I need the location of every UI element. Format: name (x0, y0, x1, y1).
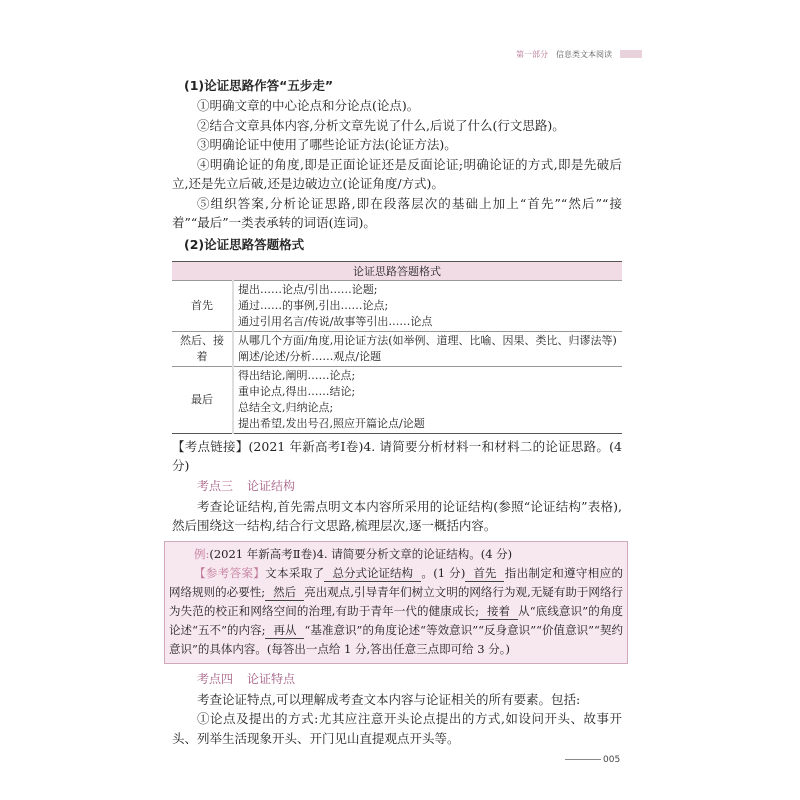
example-label: 例: (194, 546, 210, 561)
step-item: ⑤组织答案,分析论证思路,即在段落层次的基础上加上“首先”“然后”“接着”“最后”一类表承转的词语(连词)。 (172, 195, 622, 230)
table-header: 论证思路答题格式 (172, 261, 622, 280)
steps-list (172, 96, 622, 233)
row-content (233, 331, 622, 366)
page-number: 005 (603, 755, 621, 765)
k4-title: 论证特点 (247, 671, 296, 686)
table-row (172, 331, 622, 366)
answer-blank: 接着 (479, 604, 518, 620)
answer-text: 指出制定和遵守相应的网络规则的必要性; (169, 565, 624, 599)
content (169, 0, 624, 748)
section-heading-k3 (197, 476, 622, 497)
answer-blank: 总分式论证结构 (324, 566, 421, 582)
answer-blank: 然后 (265, 585, 304, 601)
section-label: 信息类文本阅读 (556, 50, 612, 59)
k4-paragraph: ①论点及提出的方式:尤其应注意开头论点提出的方式,如设问开头、故事开头、列举生活现象开头、开门见山直提观点开头等。 (172, 711, 622, 746)
row-content (233, 366, 622, 433)
k3-title: 论证结构 (247, 478, 296, 493)
example-box (164, 541, 628, 664)
row-line: 得出结论,阐明……论点; (238, 368, 356, 382)
step-item: ②结合文章具体内容,分析文章先说了什么,后说了什么(行文思路)。 (197, 117, 565, 133)
k3-label: 考点三 (197, 478, 234, 493)
row-content (233, 280, 622, 331)
answer-text: 文本采取了 (265, 565, 325, 580)
row-key: 然后、接着 (172, 331, 233, 366)
step-item: ④明确论证的角度,即是正面论证还是反面论证;明确论证的方式,即是先破后立,还是先立后破,还是边破边立(论证角度/方式)。 (172, 156, 622, 191)
footer-rule (565, 759, 601, 760)
row-line: 提出……论点/引出……论题; (238, 282, 378, 296)
row-key: 最后 (172, 366, 233, 433)
page-footer (565, 754, 800, 786)
row-line: 通过引用名言/传说/故事等引出……论点 (238, 314, 433, 328)
step-item: ①明确文章的中心论点和分论点(论点)。 (197, 98, 420, 113)
exam-link: 【考点链接】(2021 年新高考Ⅰ卷)4. 请简要分析材料一和材料二的论证思路。(4 分) (172, 438, 622, 473)
answer-text: 从“底线意识”的角度论述“五不”的内容; (169, 603, 623, 637)
format-table (172, 261, 622, 434)
answer-text: 。(1 分) (420, 565, 466, 580)
row-key: 首先 (172, 280, 233, 331)
k4-paragraph: 考查论证特点,可以理解成考查文本内容与论证相关的所有要素。包括: (197, 691, 581, 707)
example-answer (169, 564, 623, 659)
section-heading-k4 (197, 669, 622, 690)
k4-label: 考点四 (197, 671, 234, 686)
heading-1: (1)论证思路作答“五步走” (184, 78, 334, 93)
answer-label: 【参考答案】 (194, 565, 266, 580)
table-row (172, 280, 622, 331)
header-bar (620, 50, 642, 58)
k3-paragraph: 考查论证结构,首先需点明文本内容所采用的论证结构(参照“论证结构”表格),然后围绕这一结构,结合行文思路,梳理层次,逐一概括内容。 (172, 498, 622, 533)
row-line: 总结全文,归纳论点; (238, 400, 334, 414)
answer-text: 亮出观点,引导青年们树立文明的网络行为观,无疑有助于网络行为失范的校正和网络空间的治理,有助于青年一代的健康成长; (169, 584, 624, 618)
row-line: 从哪几个方面/角度,用论证方法(如举例、道理、比喻、因果、类比、归谬法等)阐述/论述/分析……观点/论题 (238, 333, 617, 363)
part-label: 第一部分 (516, 50, 548, 59)
answer-blank: 再从 (265, 623, 304, 639)
step-item: ③明确论证中使用了哪些论证方法(论证方法)。 (197, 137, 457, 152)
example-question: (2021 年新高考Ⅱ卷)4. 请简要分析文章的论证结构。(4 分) (209, 546, 513, 561)
answer-blank: 首先 (465, 566, 504, 582)
row-line: 重申论点,得出……结论; (238, 384, 356, 398)
table-row (172, 366, 622, 433)
row-line: 提出希望,发出号召,照应开篇论点/论题 (238, 416, 425, 430)
row-line: 通过……的事例,引出……论点; (238, 298, 389, 312)
heading-2: (2)论证思路答题格式 (184, 236, 305, 252)
answer-text: “基准意识”的角度论述“等效意识”“反身意识”“价值意识”“契约意识”的具体内容。(每答出一点给 1 分,答出任意三点即可给 3 分。) (169, 622, 623, 656)
